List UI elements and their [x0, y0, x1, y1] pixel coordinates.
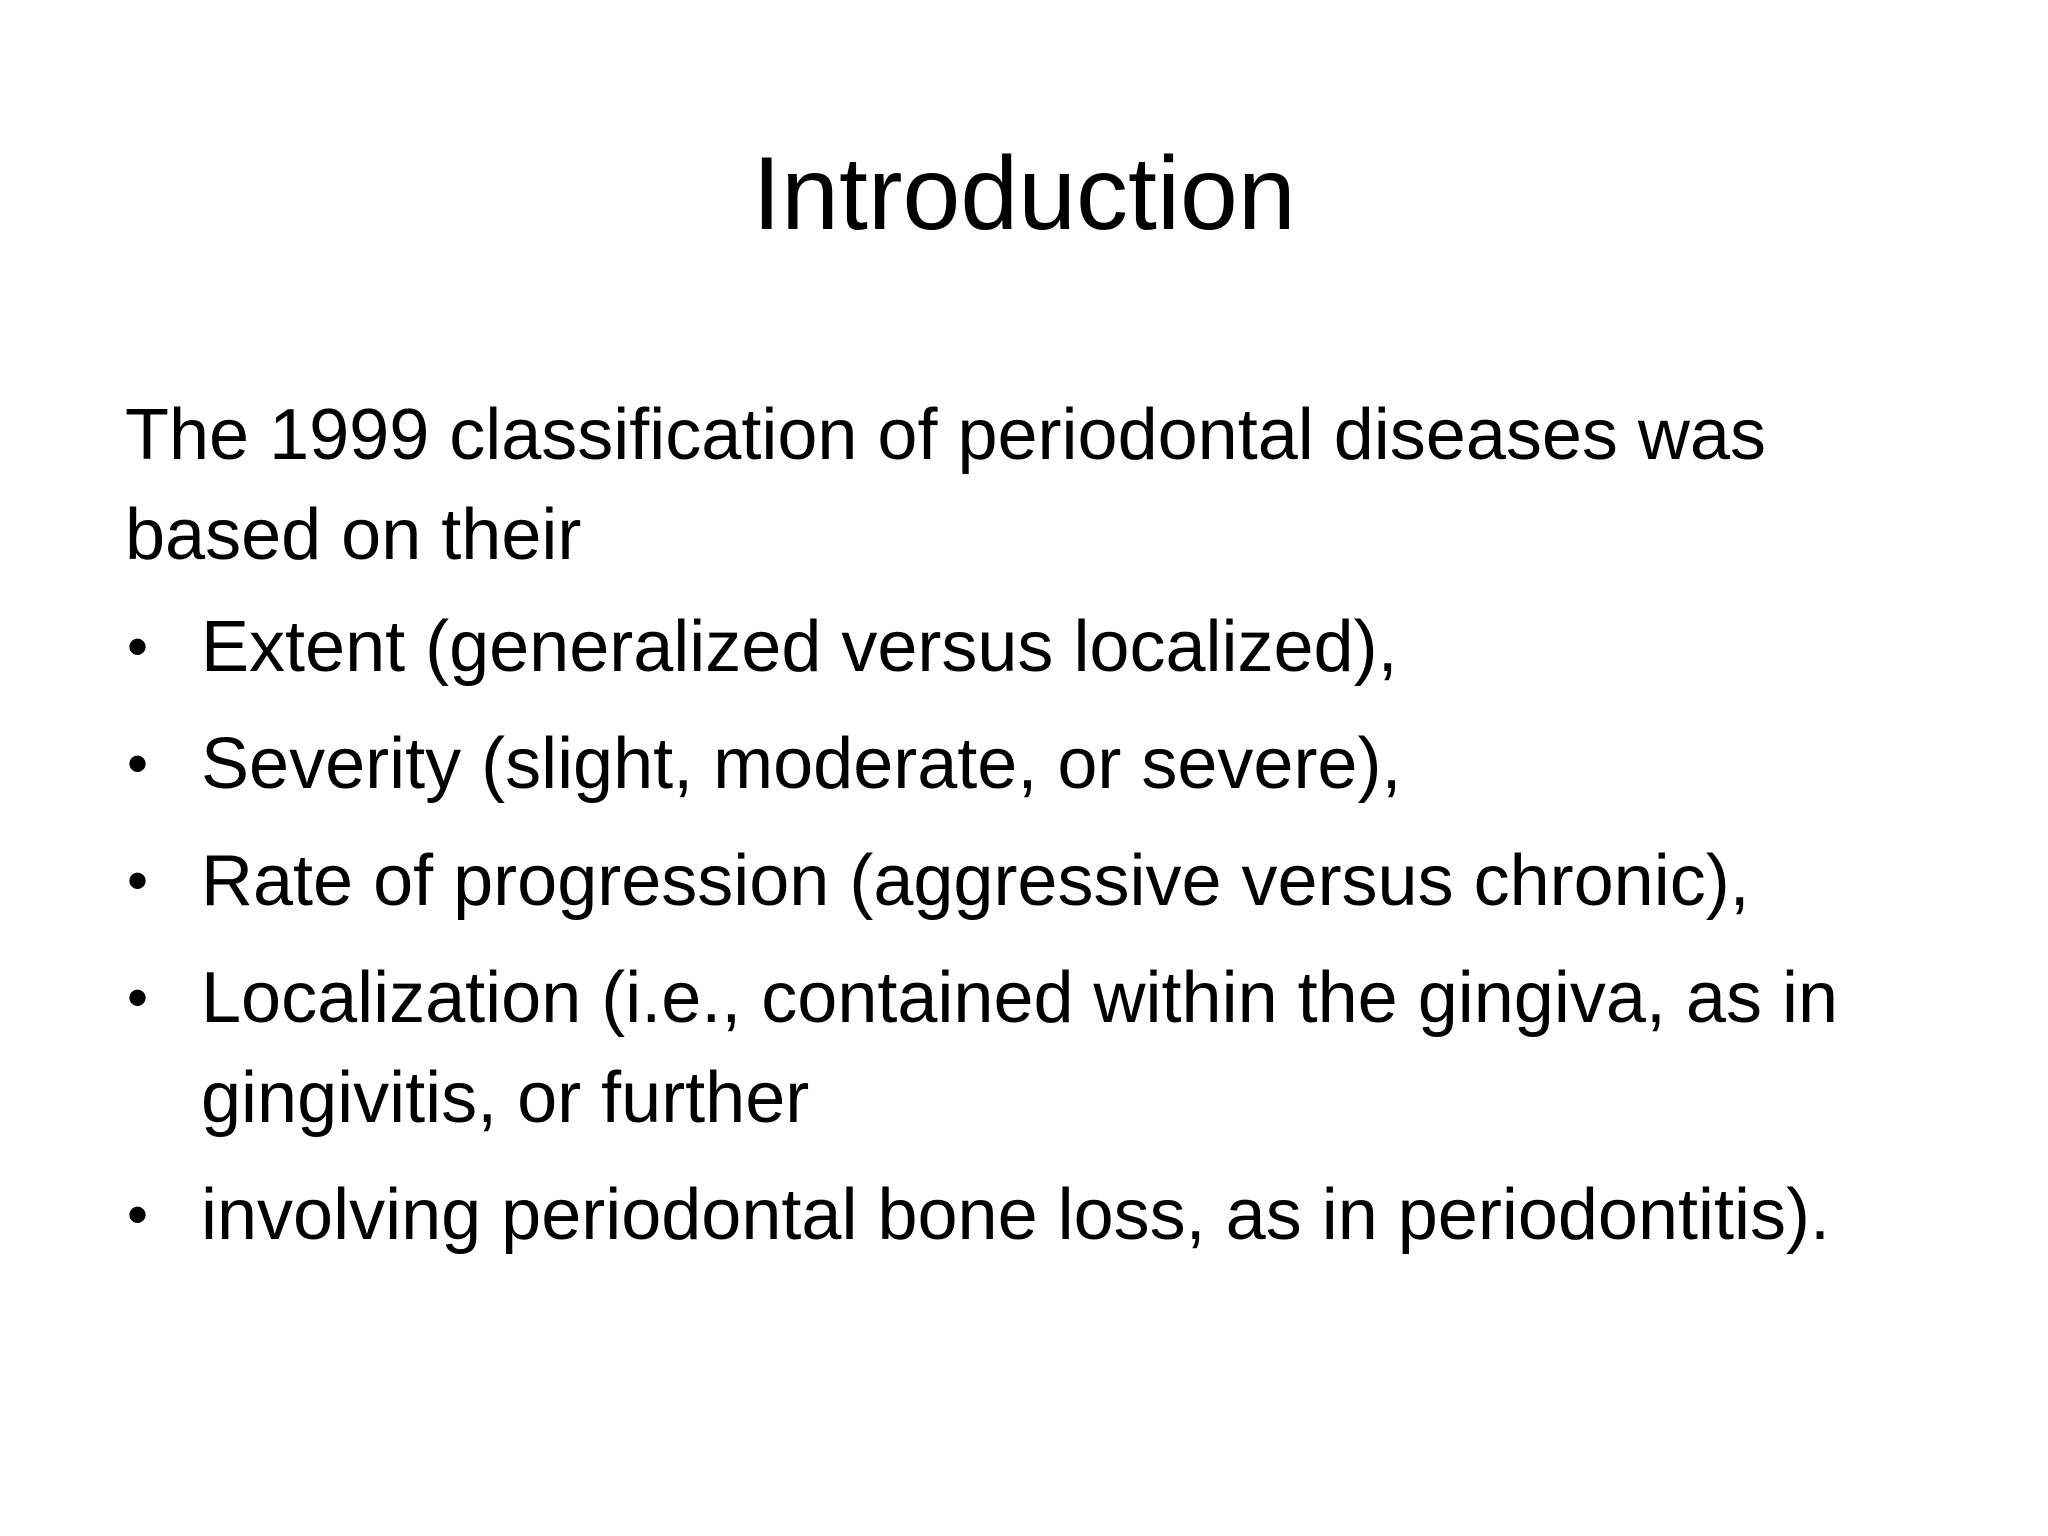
bullet-item-severity: [125, 714, 1945, 814]
bullet-text: Localization (i.e., contained within the gingiva, as in gingivitis, or further: [201, 958, 1838, 1138]
bullet-item-extent: [125, 597, 1945, 697]
bullet-text: Rate of progression (aggressive versus chronic),: [201, 841, 1750, 921]
slide-title: Introduction: [752, 136, 1296, 252]
bullet-item-localization: [125, 948, 1945, 1148]
bullet-icon: •: [127, 964, 149, 1031]
bullet-icon: •: [127, 847, 149, 914]
bullet-item-bone-loss: [125, 1165, 1945, 1265]
bullet-text: Severity (slight, moderate, or severe),: [201, 724, 1402, 804]
bullet-icon: •: [127, 1181, 149, 1248]
intro-text: The 1999 classification of periodontal diseases was based on their: [125, 395, 1766, 575]
bullet-icon: •: [127, 730, 149, 797]
bullet-icon: •: [127, 613, 149, 680]
slide-content: [125, 385, 1945, 1282]
bullet-item-rate: [125, 831, 1945, 931]
bullet-text: Extent (generalized versus localized),: [201, 607, 1398, 687]
bullet-text: involving periodontal bone loss, as in periodontitis).: [201, 1175, 1830, 1255]
bullet-list: [125, 597, 1945, 1265]
